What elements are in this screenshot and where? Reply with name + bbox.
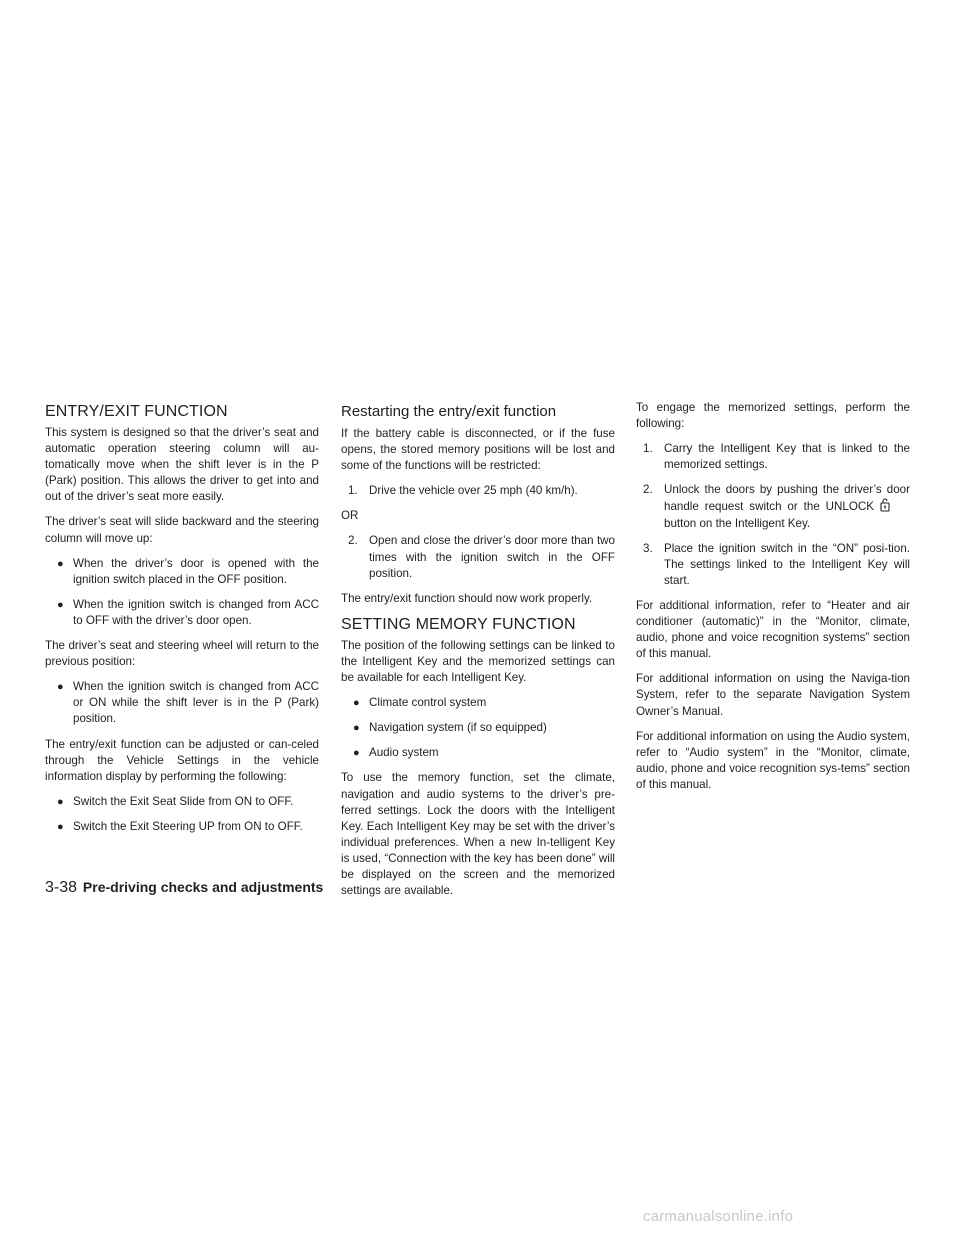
column-1 [45,400,319,844]
or-separator: OR [341,509,359,523]
paragraph: If the battery cable is disconnected, or if the fuse opens, the stored memory positions will be lost and some of the functions will be restricted: [341,427,615,473]
page-number: 3-38 [45,879,78,896]
section-heading-entry-exit: ENTRY/EXIT FUNCTION [45,403,228,420]
numbered-step: 3. Place the ignition switch in the “ON” posi-tion. The settings linked to the Intelligent Key will start. [643,541,910,587]
paragraph: The position of the following settings can be linked to the Intelligent Key and the memorized settings can be available for each Intelligent Key. [341,638,615,685]
bullet-item: ● When the ignition switch is changed from ACC or ON while the shift lever is in the P (Park) position. [57,680,319,726]
numbered-step: 1. Carry the Intelligent Key that is linked to the memorized settings. [643,442,910,472]
bullet-item: ● Navigation system (if so equipped) [341,720,615,736]
chapter-title: Pre-driving checks and adjustments [82,879,324,895]
bullet-icon: ● [353,722,360,735]
bullet-item: ● Switch the Exit Seat Slide from ON to OFF. [45,794,319,810]
bullet-icon: ● [353,747,360,760]
watermark: carmanualsonline.info [643,1208,794,1225]
paragraph: For additional information on using the Audio system, refer to “Audio system” in the “Monitor, climate, audio, phone and voice recognition sys-tems” section of this manual. [636,729,910,791]
bullet-item: ● When the driver’s door is opened with the ignition switch placed in the OFF position. [57,556,319,586]
bullet-icon: ● [57,795,64,808]
bullet-icon: ● [57,598,64,611]
paragraph: The driver’s seat will slide backward and the steering column will move up: [45,515,319,545]
column-3 [636,400,910,802]
bullet-icon: ● [353,697,360,710]
bullet-icon: ● [57,557,64,570]
unlock-key-icon [878,498,892,512]
subsection-heading-restarting: Restarting the entry/exit function [341,403,557,420]
column-2 [341,400,615,908]
paragraph: To use the memory function, set the climate, navigation and audio systems to the driver’s pre-ferred settings. Lock the doors with the Intelligent Key. Each Intelligent Key may be set with the driver’s individual preferences. When a new In-telligent Key is used, “Connection with the key has been done” will be displayed on the screen and the memorized settings are available. [341,771,615,898]
paragraph: The entry/exit function should now work properly. [341,591,593,605]
bullet-item: ● Switch the Exit Steering UP from ON to OFF. [45,819,319,835]
bullet-icon: ● [57,820,64,833]
bullet-item: ● Climate control system [341,695,615,711]
paragraph: To engage the memorized settings, perform the following: [636,401,910,431]
paragraph: For additional information on using the Naviga-tion System, refer to the separate Navigation System Owner’s Manual. [636,672,910,718]
numbered-step: 2. Open and close the driver’s door more than two times with the ignition switch in the OFF position. [348,534,615,580]
bullet-icon: ● [57,681,64,694]
bullet-item: ● Audio system [341,745,615,761]
bullet-item: ● When the ignition switch is changed from ACC to OFF with the driver’s door open. [57,597,319,627]
paragraph: The driver’s seat and steering wheel will return to the previous position: [45,639,319,669]
numbered-step: 1. Drive the vehicle over 25 mph (40 km/h). [348,484,578,498]
paragraph: The entry/exit function can be adjusted or can-celed through the Vehicle Settings in the vehicle information display by performing the following: [45,737,319,783]
page-footer [45,878,323,897]
numbered-step: 2. Unlock the doors by pushing the driver’s door handle request switch or the UNLOCKbutton on the Intelligent Key. [643,483,910,530]
section-heading-memory: SETTING MEMORY FUNCTION [341,615,576,633]
paragraph: This system is designed so that the driver’s seat and automatic operation steering column will au-tomatically move when the shift lever is in the P (Park) position. This allows the driver to get into and out of the driver’s seat more easily. [45,426,319,504]
paragraph: For additional information, refer to “Heater and air conditioner (automatic)” in the “Monitor, climate, audio, phone and voice recognition systems” section of this manual. [636,598,910,661]
